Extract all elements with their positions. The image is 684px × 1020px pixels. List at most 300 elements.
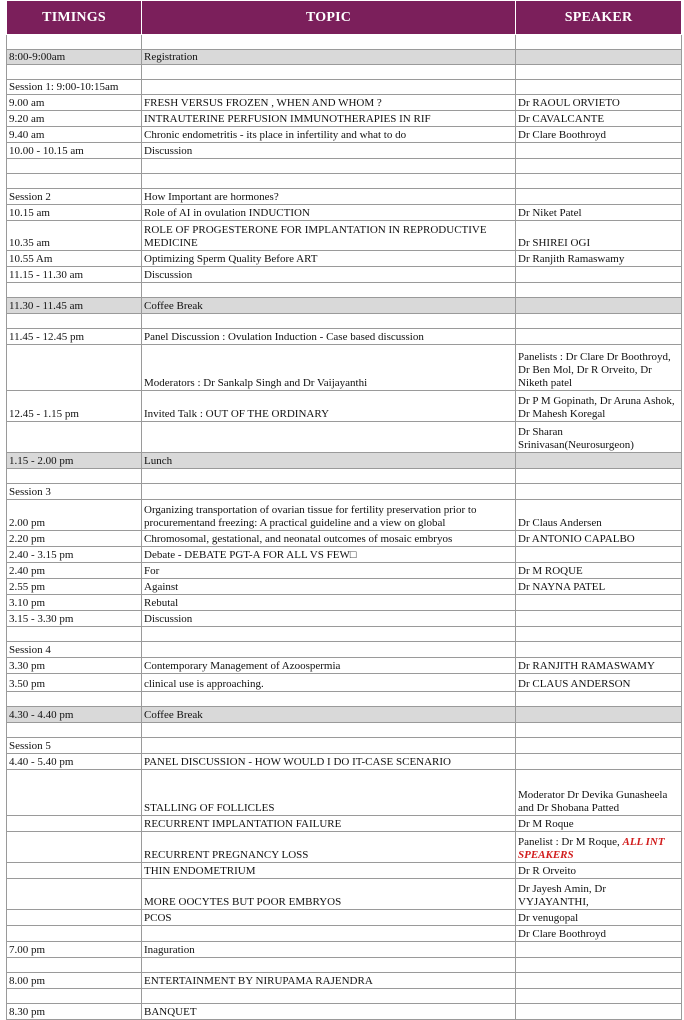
table-row — [7, 484, 682, 500]
topic-cell — [142, 707, 516, 723]
speaker-cell — [516, 221, 682, 251]
timing-cell — [7, 832, 142, 863]
timing-cell — [7, 879, 142, 910]
timing-cell — [7, 267, 142, 283]
topic-cell — [142, 531, 516, 547]
topic-cell-text: Inaguration — [144, 944, 195, 956]
topic-cell-text: Rebutal — [144, 597, 179, 609]
speaker-cell — [516, 879, 682, 910]
topic-cell — [142, 738, 516, 754]
table-row — [7, 816, 682, 832]
speaker-cell — [516, 283, 682, 298]
timing-cell-text: Session 3 — [9, 486, 51, 498]
table-row — [7, 221, 682, 251]
table-row — [7, 531, 682, 547]
speaker-cell — [516, 469, 682, 484]
timing-cell — [7, 453, 142, 469]
speaker-cell — [516, 391, 682, 422]
topic-cell — [142, 595, 516, 611]
speaker-cell — [516, 65, 682, 80]
table-row — [7, 958, 682, 973]
table-row — [7, 174, 682, 189]
topic-cell-text: Organizing transportation of ovarian tissue for fertility preservation prior to procurementand freezing: A practical guideline and a view on global — [144, 504, 477, 529]
timing-cell — [7, 484, 142, 500]
timing-cell — [7, 189, 142, 205]
topic-cell-text: Coffee Break — [144, 709, 203, 721]
topic-cell — [142, 816, 516, 832]
speaker-emphasis-text: ALL INT SPEAKERS — [518, 836, 665, 861]
timing-cell-text: 3.50 pm — [9, 678, 46, 690]
topic-cell — [142, 484, 516, 500]
timing-cell-text: 9.20 am — [9, 113, 45, 125]
topic-cell — [142, 251, 516, 267]
topic-cell-text: Discussion — [144, 145, 193, 157]
topic-cell-text: Lunch — [144, 455, 173, 467]
speaker-cell — [516, 563, 682, 579]
schedule-body — [7, 35, 682, 1020]
table-row — [7, 251, 682, 267]
table-row — [7, 658, 682, 674]
topic-cell-text: Coffee Break — [144, 300, 203, 312]
speaker-cell-text: Dr venugopal — [518, 912, 579, 924]
speaker-cell — [516, 314, 682, 329]
topic-cell — [142, 267, 516, 283]
timing-cell — [7, 65, 142, 80]
speaker-cell — [516, 50, 682, 65]
topic-cell-text: FRESH VERSUS FROZEN , WHEN AND WHOM ? — [144, 97, 382, 109]
topic-cell-text: Chronic endometritis - its place in infertility and what to do — [144, 129, 407, 141]
speaker-cell-text: Dr M ROQUE — [518, 565, 583, 577]
speaker-cell — [516, 422, 682, 453]
topic-cell — [142, 611, 516, 627]
speaker-cell — [516, 973, 682, 989]
timing-cell-text: Session 2 — [9, 191, 51, 203]
timing-cell — [7, 595, 142, 611]
table-row — [7, 95, 682, 111]
speaker-cell-text: Panelists : Dr Clare Dr Boothroyd, Dr Ben Mol, Dr R Orveito, Dr Niketh patel — [518, 351, 671, 389]
speaker-cell — [516, 674, 682, 692]
table-row — [7, 627, 682, 642]
topic-cell-text: RECURRENT PREGNANCY LOSS — [144, 849, 309, 861]
topic-cell — [142, 345, 516, 391]
speaker-cell — [516, 453, 682, 469]
schedule-table — [6, 0, 682, 1020]
speaker-cell-text: Dr RANJITH RAMASWAMY — [518, 660, 655, 672]
table-row — [7, 692, 682, 707]
table-row — [7, 611, 682, 627]
table-row — [7, 422, 682, 453]
topic-cell-text: RECURRENT IMPLANTATION FAILURE — [144, 818, 342, 830]
timing-cell — [7, 35, 142, 50]
speaker-cell — [516, 329, 682, 345]
speaker-cell — [516, 531, 682, 547]
topic-cell — [142, 159, 516, 174]
topic-cell — [142, 205, 516, 221]
timing-cell-text: Session 5 — [9, 740, 51, 752]
table-row — [7, 127, 682, 143]
table-row — [7, 298, 682, 314]
table-row — [7, 738, 682, 754]
table-row — [7, 65, 682, 80]
topic-cell — [142, 127, 516, 143]
topic-cell-text: Invited Talk : OUT OF THE ORDINARY — [144, 408, 330, 420]
timing-cell — [7, 942, 142, 958]
table-row — [7, 989, 682, 1004]
topic-cell — [142, 95, 516, 111]
speaker-cell — [516, 95, 682, 111]
speaker-cell — [516, 500, 682, 531]
timing-cell — [7, 973, 142, 989]
speaker-cell — [516, 942, 682, 958]
speaker-cell — [516, 692, 682, 707]
topic-cell — [142, 221, 516, 251]
topic-cell — [142, 174, 516, 189]
speaker-cell — [516, 754, 682, 770]
speaker-cell — [516, 579, 682, 595]
speaker-cell — [516, 298, 682, 314]
topic-cell — [142, 770, 516, 816]
topic-cell-text: clinical use is approaching. — [144, 678, 264, 690]
speaker-cell — [516, 174, 682, 189]
table-row — [7, 770, 682, 816]
speaker-cell — [516, 547, 682, 563]
topic-cell — [142, 80, 516, 95]
speaker-cell — [516, 189, 682, 205]
topic-cell-text: Optimizing Sperm Quality Before ART — [144, 253, 318, 265]
timing-cell — [7, 692, 142, 707]
table-row — [7, 329, 682, 345]
table-row — [7, 754, 682, 770]
table-row — [7, 267, 682, 283]
timing-cell — [7, 221, 142, 251]
topic-cell-text: Panel Discussion : Ovulation Induction - Case based discussion — [144, 331, 424, 343]
speaker-cell — [516, 989, 682, 1004]
table-row — [7, 391, 682, 422]
timing-cell-text: 10.15 am — [9, 207, 50, 219]
speaker-cell — [516, 159, 682, 174]
speaker-cell — [516, 484, 682, 500]
topic-cell — [142, 627, 516, 642]
speaker-cell — [516, 707, 682, 723]
topic-cell — [142, 579, 516, 595]
timing-cell — [7, 314, 142, 329]
speaker-cell — [516, 816, 682, 832]
timing-cell-text: Session 4 — [9, 644, 51, 656]
topic-cell — [142, 879, 516, 910]
timing-cell — [7, 563, 142, 579]
topic-cell-text: MORE OOCYTES BUT POOR EMBRYOS — [144, 896, 342, 908]
timing-cell-text: 8:00-9:00am — [9, 51, 66, 63]
speaker-cell — [516, 80, 682, 95]
topic-cell-text: Discussion — [144, 613, 193, 625]
timing-cell-text: 8.00 pm — [9, 975, 46, 987]
topic-cell-text: Debate - DEBATE PGT-A FOR ALL VS FEW□ — [144, 549, 357, 561]
timing-cell — [7, 816, 142, 832]
timing-cell — [7, 627, 142, 642]
timing-cell — [7, 283, 142, 298]
table-row — [7, 205, 682, 221]
speaker-cell — [516, 770, 682, 816]
topic-cell — [142, 50, 516, 65]
speaker-cell — [516, 611, 682, 627]
timing-cell — [7, 770, 142, 816]
table-row — [7, 942, 682, 958]
speaker-cell — [516, 251, 682, 267]
topic-cell — [142, 283, 516, 298]
speaker-cell — [516, 1004, 682, 1020]
table-row — [7, 674, 682, 692]
table-row — [7, 863, 682, 879]
topic-cell-text: THIN ENDOMETRIUM — [144, 865, 256, 877]
table-row — [7, 879, 682, 910]
timing-cell — [7, 80, 142, 95]
timing-cell — [7, 926, 142, 942]
topic-cell — [142, 910, 516, 926]
timing-cell — [7, 143, 142, 159]
timing-cell-text: 2.55 pm — [9, 581, 46, 593]
table-row — [7, 345, 682, 391]
topic-cell-text: Chromosomal, gestational, and neonatal outcomes of mosaic embryos — [144, 533, 453, 545]
timing-cell — [7, 111, 142, 127]
timing-cell — [7, 910, 142, 926]
topic-cell-text: PANEL DISCUSSION - HOW WOULD I DO IT-CASE SCENARIO — [144, 756, 451, 768]
table-row — [7, 1004, 682, 1020]
timings-header: TIMINGS — [7, 1, 142, 35]
timing-cell — [7, 547, 142, 563]
speaker-header: SPEAKER — [516, 1, 682, 35]
timing-cell — [7, 391, 142, 422]
speaker-cell — [516, 267, 682, 283]
timing-cell-text: 12.45 - 1.15 pm — [9, 408, 79, 420]
speaker-cell-text: Dr P M Gopinath, Dr Aruna Ashok, Dr Mahesh Koregal — [518, 395, 675, 420]
timing-cell-text: 9.40 am — [9, 129, 45, 141]
topic-cell-text: For — [144, 565, 160, 577]
table-row — [7, 926, 682, 942]
speaker-cell-text: Moderator Dr Devika Gunasheela and Dr Shobana Patted — [518, 789, 668, 814]
topic-cell — [142, 642, 516, 658]
topic-cell-text: ENTERTAINMENT BY NIRUPAMA RAJENDRA — [144, 975, 373, 987]
table-row — [7, 50, 682, 65]
speaker-cell — [516, 832, 682, 863]
topic-cell — [142, 1004, 516, 1020]
timing-cell-text: 10.00 - 10.15 am — [9, 145, 84, 157]
timing-cell — [7, 642, 142, 658]
speaker-cell — [516, 910, 682, 926]
table-row — [7, 469, 682, 484]
table-row — [7, 547, 682, 563]
timing-cell-text: 4.40 - 5.40 pm — [9, 756, 74, 768]
timing-cell-text: 11.30 - 11.45 am — [9, 300, 84, 312]
timing-cell — [7, 469, 142, 484]
topic-cell — [142, 547, 516, 563]
speaker-cell-text: Dr Claus Andersen — [518, 517, 602, 529]
speaker-cell — [516, 863, 682, 879]
timing-cell — [7, 707, 142, 723]
topic-cell — [142, 926, 516, 942]
timing-cell-text: 3.10 pm — [9, 597, 46, 609]
topic-cell — [142, 973, 516, 989]
timing-cell — [7, 329, 142, 345]
topic-cell — [142, 674, 516, 692]
timing-cell-text: 3.15 - 3.30 pm — [9, 613, 74, 625]
table-row — [7, 832, 682, 863]
topic-cell — [142, 942, 516, 958]
topic-cell — [142, 658, 516, 674]
speaker-cell — [516, 143, 682, 159]
topic-cell — [142, 391, 516, 422]
timing-cell — [7, 754, 142, 770]
timing-cell — [7, 205, 142, 221]
table-row — [7, 80, 682, 95]
table-row — [7, 910, 682, 926]
timing-cell-text: 1.15 - 2.00 pm — [9, 455, 74, 467]
timing-cell — [7, 658, 142, 674]
topic-cell — [142, 314, 516, 329]
timing-cell — [7, 958, 142, 973]
speaker-cell-text: Dr NAYNA PATEL — [518, 581, 606, 593]
timing-cell-text: 11.15 - 11.30 am — [9, 269, 84, 281]
timing-cell — [7, 723, 142, 738]
topic-cell-text: Registration — [144, 51, 198, 63]
topic-cell — [142, 111, 516, 127]
timing-cell-text: 10.55 Am — [9, 253, 53, 265]
timing-cell-text: Session 1: 9:00-10:15am — [9, 81, 119, 93]
timing-cell — [7, 500, 142, 531]
topic-cell — [142, 422, 516, 453]
timing-cell-text: 2.20 pm — [9, 533, 46, 545]
timing-cell — [7, 738, 142, 754]
table-row — [7, 111, 682, 127]
speaker-cell-text: Panelist : Dr M Roque, — [518, 836, 623, 848]
topic-cell — [142, 469, 516, 484]
table-row — [7, 283, 682, 298]
topic-cell — [142, 863, 516, 879]
timing-cell — [7, 251, 142, 267]
timing-cell — [7, 298, 142, 314]
speaker-cell — [516, 958, 682, 973]
timing-cell-text: 2.40 - 3.15 pm — [9, 549, 74, 561]
timing-cell — [7, 95, 142, 111]
topic-cell-text: INTRAUTERINE PERFUSION IMMUNOTHERAPIES IN RIF — [144, 113, 431, 125]
topic-header: TOPIC — [142, 1, 516, 35]
timing-cell — [7, 174, 142, 189]
topic-cell-text: Against — [144, 581, 179, 593]
table-row — [7, 595, 682, 611]
timing-cell — [7, 159, 142, 174]
topic-cell-text: ROLE OF PROGESTERONE FOR IMPLANTATION IN REPRODUCTIVE MEDICINE — [144, 224, 487, 249]
timing-cell-text: 8.30 pm — [9, 1006, 46, 1018]
speaker-cell-text: Dr R Orveito — [518, 865, 577, 877]
speaker-cell-text: Dr Clare Boothroyd — [518, 129, 606, 141]
table-row — [7, 314, 682, 329]
topic-cell — [142, 500, 516, 531]
topic-cell-text: Contemporary Management of Azoospermia — [144, 660, 341, 672]
timing-cell — [7, 674, 142, 692]
table-row — [7, 563, 682, 579]
speaker-cell-text: Dr Jayesh Amin, Dr VYJAYANTHI, — [518, 883, 606, 908]
speaker-cell — [516, 738, 682, 754]
table-row — [7, 642, 682, 658]
speaker-cell — [516, 35, 682, 50]
topic-cell-text: BANQUET — [144, 1006, 197, 1018]
speaker-cell-text: Dr CLAUS ANDERSON — [518, 678, 631, 690]
topic-cell — [142, 754, 516, 770]
speaker-cell-text: Dr SHIREI OGI — [518, 237, 591, 249]
table-row — [7, 973, 682, 989]
topic-cell — [142, 692, 516, 707]
topic-cell — [142, 989, 516, 1004]
topic-cell — [142, 35, 516, 50]
speaker-cell — [516, 205, 682, 221]
speaker-cell-text: Dr Niket Patel — [518, 207, 582, 219]
timing-cell — [7, 863, 142, 879]
topic-cell-text: Discussion — [144, 269, 193, 281]
topic-cell-text: How Important are hormones? — [144, 191, 279, 203]
timing-cell-text: 11.45 - 12.45 pm — [9, 331, 85, 343]
table-row — [7, 453, 682, 469]
topic-cell — [142, 832, 516, 863]
timing-cell — [7, 50, 142, 65]
table-row — [7, 707, 682, 723]
table-row — [7, 189, 682, 205]
speaker-cell — [516, 345, 682, 391]
timing-cell — [7, 422, 142, 453]
timing-cell — [7, 345, 142, 391]
speaker-cell — [516, 627, 682, 642]
header-row — [7, 1, 682, 35]
topic-cell — [142, 723, 516, 738]
topic-cell — [142, 298, 516, 314]
speaker-cell — [516, 926, 682, 942]
speaker-cell-text: Dr Ranjith Ramaswamy — [518, 253, 625, 265]
topic-cell — [142, 958, 516, 973]
topic-cell-text: PCOS — [144, 912, 172, 924]
timing-cell — [7, 989, 142, 1004]
timing-cell-text: 9.00 am — [9, 97, 45, 109]
speaker-cell — [516, 723, 682, 738]
timing-cell-text: 10.35 am — [9, 237, 50, 249]
table-row — [7, 500, 682, 531]
topic-cell — [142, 65, 516, 80]
timing-cell-text: 2.40 pm — [9, 565, 46, 577]
speaker-cell — [516, 658, 682, 674]
speaker-cell-text: Dr ANTONIO CAPALBO — [518, 533, 635, 545]
table-row — [7, 143, 682, 159]
topic-cell — [142, 563, 516, 579]
topic-cell — [142, 189, 516, 205]
topic-cell — [142, 143, 516, 159]
speaker-cell-text: Dr CAVALCANTE — [518, 113, 605, 125]
table-row — [7, 159, 682, 174]
topic-cell-text: STALLING OF FOLLICLES — [144, 802, 275, 814]
speaker-cell-text: Dr M Roque — [518, 818, 574, 830]
timing-cell — [7, 531, 142, 547]
speaker-cell — [516, 111, 682, 127]
timing-cell — [7, 579, 142, 595]
speaker-cell-text: Dr Sharan Srinivasan(Neurosurgeon) — [518, 426, 634, 451]
speaker-cell — [516, 595, 682, 611]
timing-cell-text: 4.30 - 4.40 pm — [9, 709, 74, 721]
table-row — [7, 35, 682, 50]
speaker-cell — [516, 127, 682, 143]
timing-cell-text: 3.30 pm — [9, 660, 46, 672]
speaker-cell-text: Dr Clare Boothroyd — [518, 928, 606, 940]
table-row — [7, 579, 682, 595]
topic-cell-text: Moderators : Dr Sankalp Singh and Dr Vaijayanthi — [144, 377, 368, 389]
timing-cell-text: 2.00 pm — [9, 517, 46, 529]
topic-cell-text: Role of AI in ovulation INDUCTION — [144, 207, 310, 219]
speaker-cell-text: Dr RAOUL ORVIETO — [518, 97, 620, 109]
